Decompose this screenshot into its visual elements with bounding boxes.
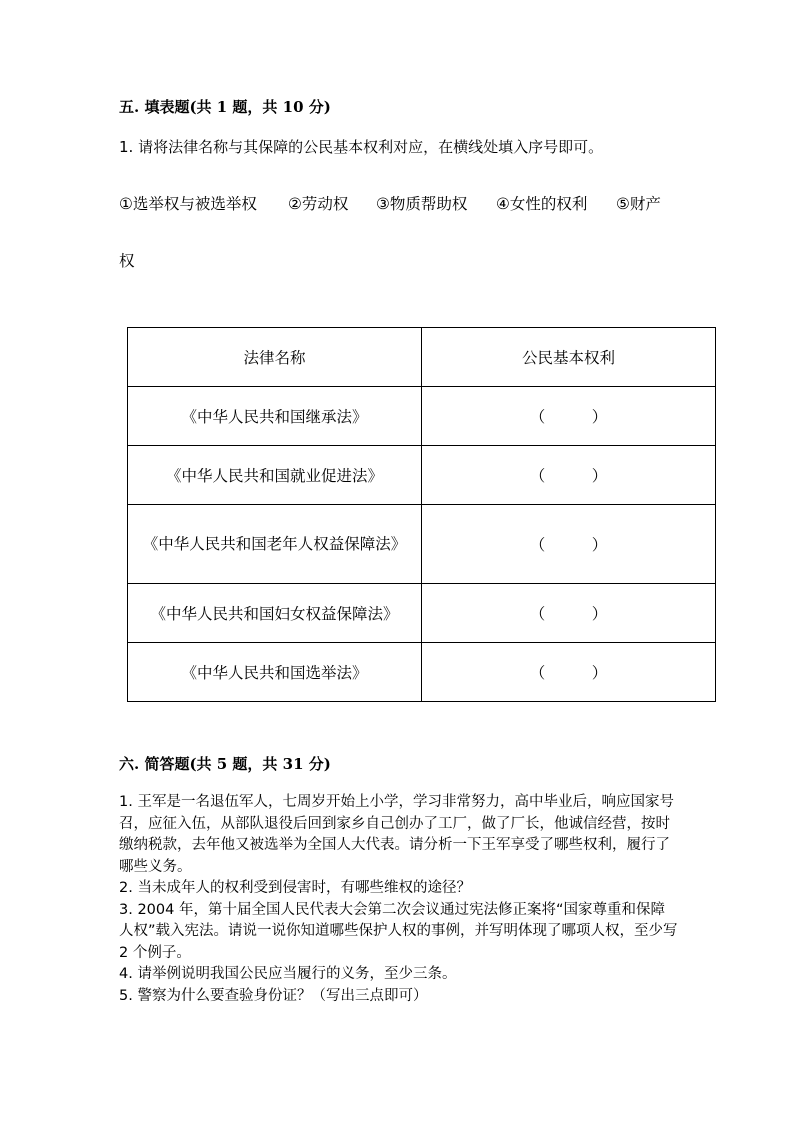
option-3: ③物质帮助权: [376, 195, 468, 213]
short-answer-question-5: 5. 警察为什么要查验身份证？（写出三点即可）: [119, 987, 428, 1004]
answer-blank[interactable]: （ ）: [422, 387, 716, 446]
law-name-cell: 《中华人民共和国妇女权益保障法》: [128, 584, 422, 643]
law-name-cell: 《中华人民共和国就业促进法》: [128, 446, 422, 505]
short-answer-question-1: 1. 王军是一名退伍军人，七周岁开始上小学，学习非常努力，高中毕业后，响应国家号召，应征入伍，从部队退役后回到家乡自己创办了工厂，做了厂长，他诚信经营，按时缴纳税款，去年他又被选举为全国人大代表。请分析一下王军享受了哪些权利，履行了哪些义务。: [119, 794, 674, 875]
header-basic-rights: 公民基本权利: [422, 328, 716, 387]
table-row: [128, 584, 716, 643]
short-answer-question-4: 4. 请举例说明我国公民应当履行的义务，至少三条。: [119, 966, 457, 982]
law-name-cell: 《中华人民共和国老年人权益保障法》: [128, 505, 422, 584]
option-1: ①选举权与被选举权: [119, 195, 257, 213]
table-row: [128, 505, 716, 584]
short-answer-question-3: 3. 2004 年，第十届全国人民代表大会第二次会议通过宪法修正案将“国家尊重和保障人权”载入宪法。请说一说你知道哪些保护人权的事例，并写明体现了哪项人权，至少写 2 个例子。: [119, 901, 678, 961]
option-5: ⑤财产: [616, 195, 661, 213]
law-rights-table: [127, 327, 716, 702]
option-5-wrap: 权: [119, 252, 135, 270]
table-row: [128, 643, 716, 702]
table-row: [128, 446, 716, 505]
option-4: ④女性的权利: [496, 195, 588, 213]
section5-heading: 五. 填表题(共 1 题，共 10 分): [119, 98, 331, 116]
answer-blank[interactable]: （ ）: [422, 584, 716, 643]
table-row: [128, 387, 716, 446]
header-law-name: 法律名称: [128, 328, 422, 387]
option-2: ②劳动权: [288, 195, 349, 213]
law-name-cell: 《中华人民共和国继承法》: [128, 387, 422, 446]
law-name-cell: 《中华人民共和国选举法》: [128, 643, 422, 702]
short-answer-list: [119, 792, 679, 1007]
table-header-row: [128, 328, 716, 387]
section5-question: 1. 请将法律名称与其保障的公民基本权利对应，在横线处填入序号即可。: [119, 138, 604, 156]
section6-heading: 六. 简答题(共 5 题，共 31 分): [119, 755, 331, 773]
answer-blank[interactable]: （ ）: [422, 446, 716, 505]
answer-blank[interactable]: （ ）: [422, 643, 716, 702]
answer-blank[interactable]: （ ）: [422, 505, 716, 584]
short-answer-question-2: 2. 当未成年人的权利受到侵害时，有哪些维权的途径？: [119, 880, 471, 896]
